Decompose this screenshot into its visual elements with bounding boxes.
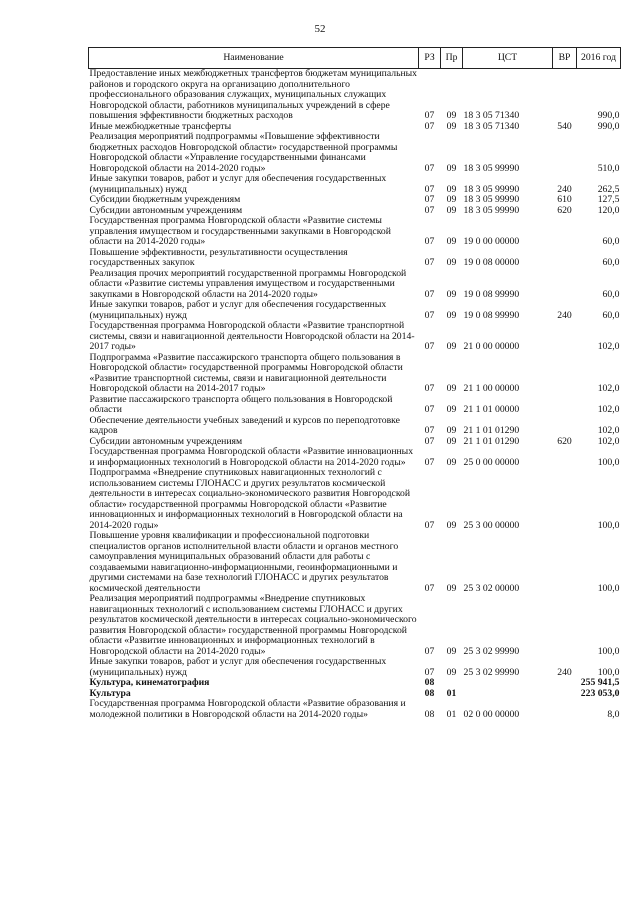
row-amount: 262,5 xyxy=(597,183,620,195)
row-cst: 18 3 05 99990 xyxy=(463,204,520,216)
row-name: Обеспечение деятельности учебных заведений и курсов по переподготовке кадров xyxy=(89,414,400,436)
row-cst: 18 3 05 99990 xyxy=(463,194,520,205)
row-vr: 620 xyxy=(557,435,572,447)
row-pr: 09 xyxy=(446,435,457,447)
row-pr: 09 xyxy=(446,257,457,268)
row-pr: 09 xyxy=(446,645,457,657)
row-cst: 18 3 05 71340 xyxy=(463,110,520,121)
table-row xyxy=(89,216,621,248)
header-rz: РЗ xyxy=(419,48,441,69)
row-cst: 25 0 00 00000 xyxy=(463,456,520,468)
row-vr xyxy=(553,395,577,416)
row-vr: 610 xyxy=(557,194,572,205)
row-amount: 120,0 xyxy=(597,204,620,216)
table-row xyxy=(89,69,621,122)
row-name: Предоставление иных межбюджетных трансфертов бюджетам муниципальных районов и городского округа на организацию дополнительного профессионального образования служащих, муниципальных служащих Новгородской области, работников муниципальных учреждений в сфере повышения эффективности бюджетных расходов xyxy=(89,68,418,121)
row-name: Повышение эффективности, результативности осуществления государственных закупок xyxy=(89,246,348,268)
row-rz: 07 xyxy=(424,435,435,447)
row-rz: 07 xyxy=(424,666,435,678)
row-amount: 100,0 xyxy=(597,456,620,468)
page-number: 52 xyxy=(314,23,326,35)
table-row xyxy=(89,248,621,269)
row-pr: 09 xyxy=(446,183,457,195)
row-rz: 07 xyxy=(424,519,435,531)
row-amount: 127,5 xyxy=(597,194,620,205)
row-pr xyxy=(441,678,463,689)
table-row xyxy=(89,174,621,195)
row-rz: 07 xyxy=(424,236,435,247)
table-row xyxy=(89,416,621,437)
row-cst: 25 3 00 00000 xyxy=(463,519,520,531)
row-pr: 09 xyxy=(446,204,457,216)
row-cst xyxy=(463,689,553,700)
row-amount: 990,0 xyxy=(597,120,620,132)
row-rz: 07 xyxy=(424,456,435,468)
row-rz: 08 xyxy=(424,677,435,688)
row-vr xyxy=(553,248,577,269)
row-pr: 09 xyxy=(446,341,457,352)
row-rz: 07 xyxy=(424,582,435,594)
row-cst: 21 1 00 00000 xyxy=(463,383,520,394)
row-amount: 102,0 xyxy=(597,404,620,415)
row-cst: 21 1 01 01290 xyxy=(463,435,520,447)
row-pr: 09 xyxy=(446,194,457,205)
row-rz: 08 xyxy=(424,687,435,699)
row-vr: 240 xyxy=(557,309,572,321)
row-pr: 09 xyxy=(446,582,457,594)
row-pr: 09 xyxy=(446,110,457,121)
row-cst xyxy=(463,678,553,689)
row-rz: 07 xyxy=(424,404,435,415)
row-pr: 09 xyxy=(446,666,457,678)
row-cst: 02 0 00 00000 xyxy=(463,708,520,720)
table-row xyxy=(89,321,621,353)
row-amount: 100,0 xyxy=(597,666,620,678)
row-amount: 100,0 xyxy=(597,582,620,594)
row-pr: 09 xyxy=(446,456,457,468)
row-vr: 540 xyxy=(557,120,572,132)
row-amount: 60,0 xyxy=(602,288,620,300)
row-vr xyxy=(553,69,577,122)
row-amount: 60,0 xyxy=(602,309,620,321)
row-vr xyxy=(553,132,577,174)
table-row xyxy=(89,195,621,206)
row-rz: 07 xyxy=(424,257,435,268)
table-row xyxy=(89,269,621,301)
row-name: Культура, кинематография xyxy=(89,677,210,688)
row-pr: 09 xyxy=(446,236,457,247)
row-vr xyxy=(553,699,577,720)
row-vr xyxy=(553,594,577,657)
row-rz: 07 xyxy=(424,645,435,657)
row-vr xyxy=(553,216,577,248)
row-rz: 07 xyxy=(424,383,435,394)
row-rz: 07 xyxy=(424,120,435,132)
row-amount: 100,0 xyxy=(597,519,620,531)
row-rz: 07 xyxy=(424,288,435,300)
row-rz: 07 xyxy=(424,194,435,205)
row-cst: 25 3 02 00000 xyxy=(463,582,520,594)
row-vr xyxy=(553,269,577,301)
table-row xyxy=(89,678,621,689)
row-name: Государственная программа Новгородской области «Развитие системы управления имуществом и государственными закупками в Новгородской области на 2014-2020 годы» xyxy=(89,215,391,247)
table-row xyxy=(89,353,621,395)
header-pr: Пр xyxy=(441,48,463,69)
row-name: Реализация мероприятий подпрограммы «Внедрение спутниковых навигационных технологий с использованием системы ГЛОНАСС и других результатов космической деятельности в интересах социально-экономического развития Новгородской области» государственной программы Новгородской области «Развитие инновационных и информационных технологий в Новгородской области на 2014-2020 годы» xyxy=(89,593,417,657)
row-cst: 21 1 01 01290 xyxy=(463,425,520,436)
row-name: Культура xyxy=(89,687,131,699)
row-name: Субсидии автономным учреждениям xyxy=(89,435,243,447)
row-cst: 25 3 02 99990 xyxy=(463,666,520,678)
table-row xyxy=(89,395,621,416)
row-cst: 18 3 05 71340 xyxy=(463,120,520,132)
row-amount: 102,0 xyxy=(597,435,620,447)
table-row xyxy=(89,447,621,468)
row-cst: 25 3 02 99990 xyxy=(463,645,520,657)
row-amount: 102,0 xyxy=(597,341,620,352)
row-pr: 01 xyxy=(446,687,457,699)
header-vr: ВР xyxy=(553,48,577,69)
row-name: Иные межбюджетные трансферты xyxy=(89,120,232,132)
row-name: Иные закупки товаров, работ и услуг для обеспечения государственных (муниципальных) нужд xyxy=(89,299,387,321)
row-rz: 07 xyxy=(424,204,435,216)
table-row xyxy=(89,300,621,321)
table-row xyxy=(89,468,621,531)
row-amount: 60,0 xyxy=(602,257,620,268)
row-amount: 102,0 xyxy=(597,383,620,394)
table-header-row xyxy=(89,48,621,69)
table-row xyxy=(89,699,621,720)
row-cst: 19 0 08 99990 xyxy=(463,288,520,300)
row-name: Государственная программа Новгородской области «Развитие инновационных и информационных технологий в Новгородской области на 2014-2020 годы» xyxy=(89,446,414,468)
row-vr xyxy=(553,531,577,594)
row-amount: 990,0 xyxy=(597,110,620,121)
row-vr xyxy=(553,353,577,395)
row-pr: 01 xyxy=(446,708,457,720)
row-name: Субсидии автономным учреждениям xyxy=(89,204,243,216)
budget-table-body xyxy=(89,69,621,721)
row-name: Государственная программа Новгородской области «Развитие образования и молодежной политики в Новгородской области на 2014-2020 годы» xyxy=(89,698,406,720)
row-pr: 09 xyxy=(446,425,457,436)
table-row xyxy=(89,132,621,174)
header-cst: ЦСТ xyxy=(463,48,553,69)
row-vr: 620 xyxy=(557,204,572,216)
row-name: Развитие пассажирского транспорта общего пользования в Новгородской области xyxy=(89,393,393,415)
row-amount: 60,0 xyxy=(602,236,620,247)
row-pr: 09 xyxy=(446,383,457,394)
row-vr: 240 xyxy=(557,666,572,678)
row-pr: 09 xyxy=(446,519,457,531)
row-cst: 19 0 08 00000 xyxy=(463,257,520,268)
row-name: Подпрограмма «Развитие пассажирского транспорта общего пользования в Новгородской области» государственной программы Новгородской области «Развитие транспортной системы, связи и навигационной деятельности Новгородской области на 2014-2017 годы» xyxy=(89,351,403,394)
row-vr xyxy=(553,468,577,531)
row-name: Повышение уровня квалификации и профессиональной подготовки специалистов органов исполнительной власти области и органов местного самоуправления муниципальных образований области для работы с создаваемыми навигационно-информационными, геоинформационными и другими системами на базе технологий ГЛОНАСС и других результатов космической деятельности xyxy=(89,530,399,594)
row-rz: 07 xyxy=(424,162,435,174)
header-name: Наименование xyxy=(89,48,419,69)
row-name: Реализация прочих мероприятий государственной программы Новгородской области «Развитие системы управления имуществом и государственными закупками в Новгородской области на 2014-2020 годы» xyxy=(89,267,407,300)
row-amount: 510,0 xyxy=(597,162,620,174)
row-name: Иные закупки товаров, работ и услуг для обеспечения государственных (муниципальных) нужд xyxy=(89,173,387,195)
row-vr xyxy=(553,416,577,437)
row-cst: 19 0 00 00000 xyxy=(463,236,520,247)
row-rz: 07 xyxy=(424,425,435,436)
row-cst: 21 1 01 00000 xyxy=(463,404,520,415)
row-name: Подпрограмма «Внедрение спутниковых навигационных технологий с использованием системы ГЛОНАСС и других результатов космической деятельности в интересах социально-экономического развития Новгородской области» государственной программы Новгородской области «Развитие инновационных и информационных технологий в Новгородской области на 2014-2020 годы» xyxy=(89,467,411,531)
row-rz: 07 xyxy=(424,309,435,321)
row-name: Реализация мероприятий подпрограммы «Повышение эффективности бюджетных расходов Новгородской области» государственной программы Новгородской области «Управление государственными финансами Новгородской области на 2014-2020 годы» xyxy=(89,131,398,174)
row-pr: 09 xyxy=(446,162,457,174)
row-pr: 09 xyxy=(446,404,457,415)
budget-table xyxy=(88,47,621,720)
row-pr: 09 xyxy=(446,120,457,132)
row-cst: 19 0 08 99990 xyxy=(463,309,520,321)
row-pr: 09 xyxy=(446,288,457,300)
row-name: Государственная программа Новгородской области «Развитие транспортной системы, связи и навигационной деятельности Новгородской области на 2014-2017 годы» xyxy=(89,320,415,352)
row-vr xyxy=(553,678,577,689)
row-amount: 102,0 xyxy=(597,425,620,436)
row-vr xyxy=(553,321,577,353)
table-row xyxy=(89,594,621,657)
row-rz: 07 xyxy=(424,110,435,121)
table-row xyxy=(89,657,621,678)
row-rz: 07 xyxy=(424,183,435,195)
row-vr xyxy=(553,447,577,468)
row-amount: 223 053,0 xyxy=(580,687,620,699)
row-rz: 08 xyxy=(424,708,435,720)
row-vr xyxy=(553,689,577,700)
row-name: Иные закупки товаров, работ и услуг для обеспечения государственных (муниципальных) нужд xyxy=(89,656,387,678)
row-name: Субсидии бюджетным учреждениям xyxy=(89,194,241,205)
header-year: 2016 год xyxy=(577,48,621,69)
row-rz: 07 xyxy=(424,341,435,352)
row-cst: 21 0 00 00000 xyxy=(463,341,520,352)
table-row xyxy=(89,531,621,594)
row-vr: 240 xyxy=(557,183,572,195)
row-cst: 18 3 05 99990 xyxy=(463,162,520,174)
row-amount: 255 941,5 xyxy=(580,677,620,688)
row-cst: 18 3 05 99990 xyxy=(463,183,520,195)
row-pr: 09 xyxy=(446,309,457,321)
row-amount: 100,0 xyxy=(597,645,620,657)
row-amount: 8,0 xyxy=(607,708,620,720)
